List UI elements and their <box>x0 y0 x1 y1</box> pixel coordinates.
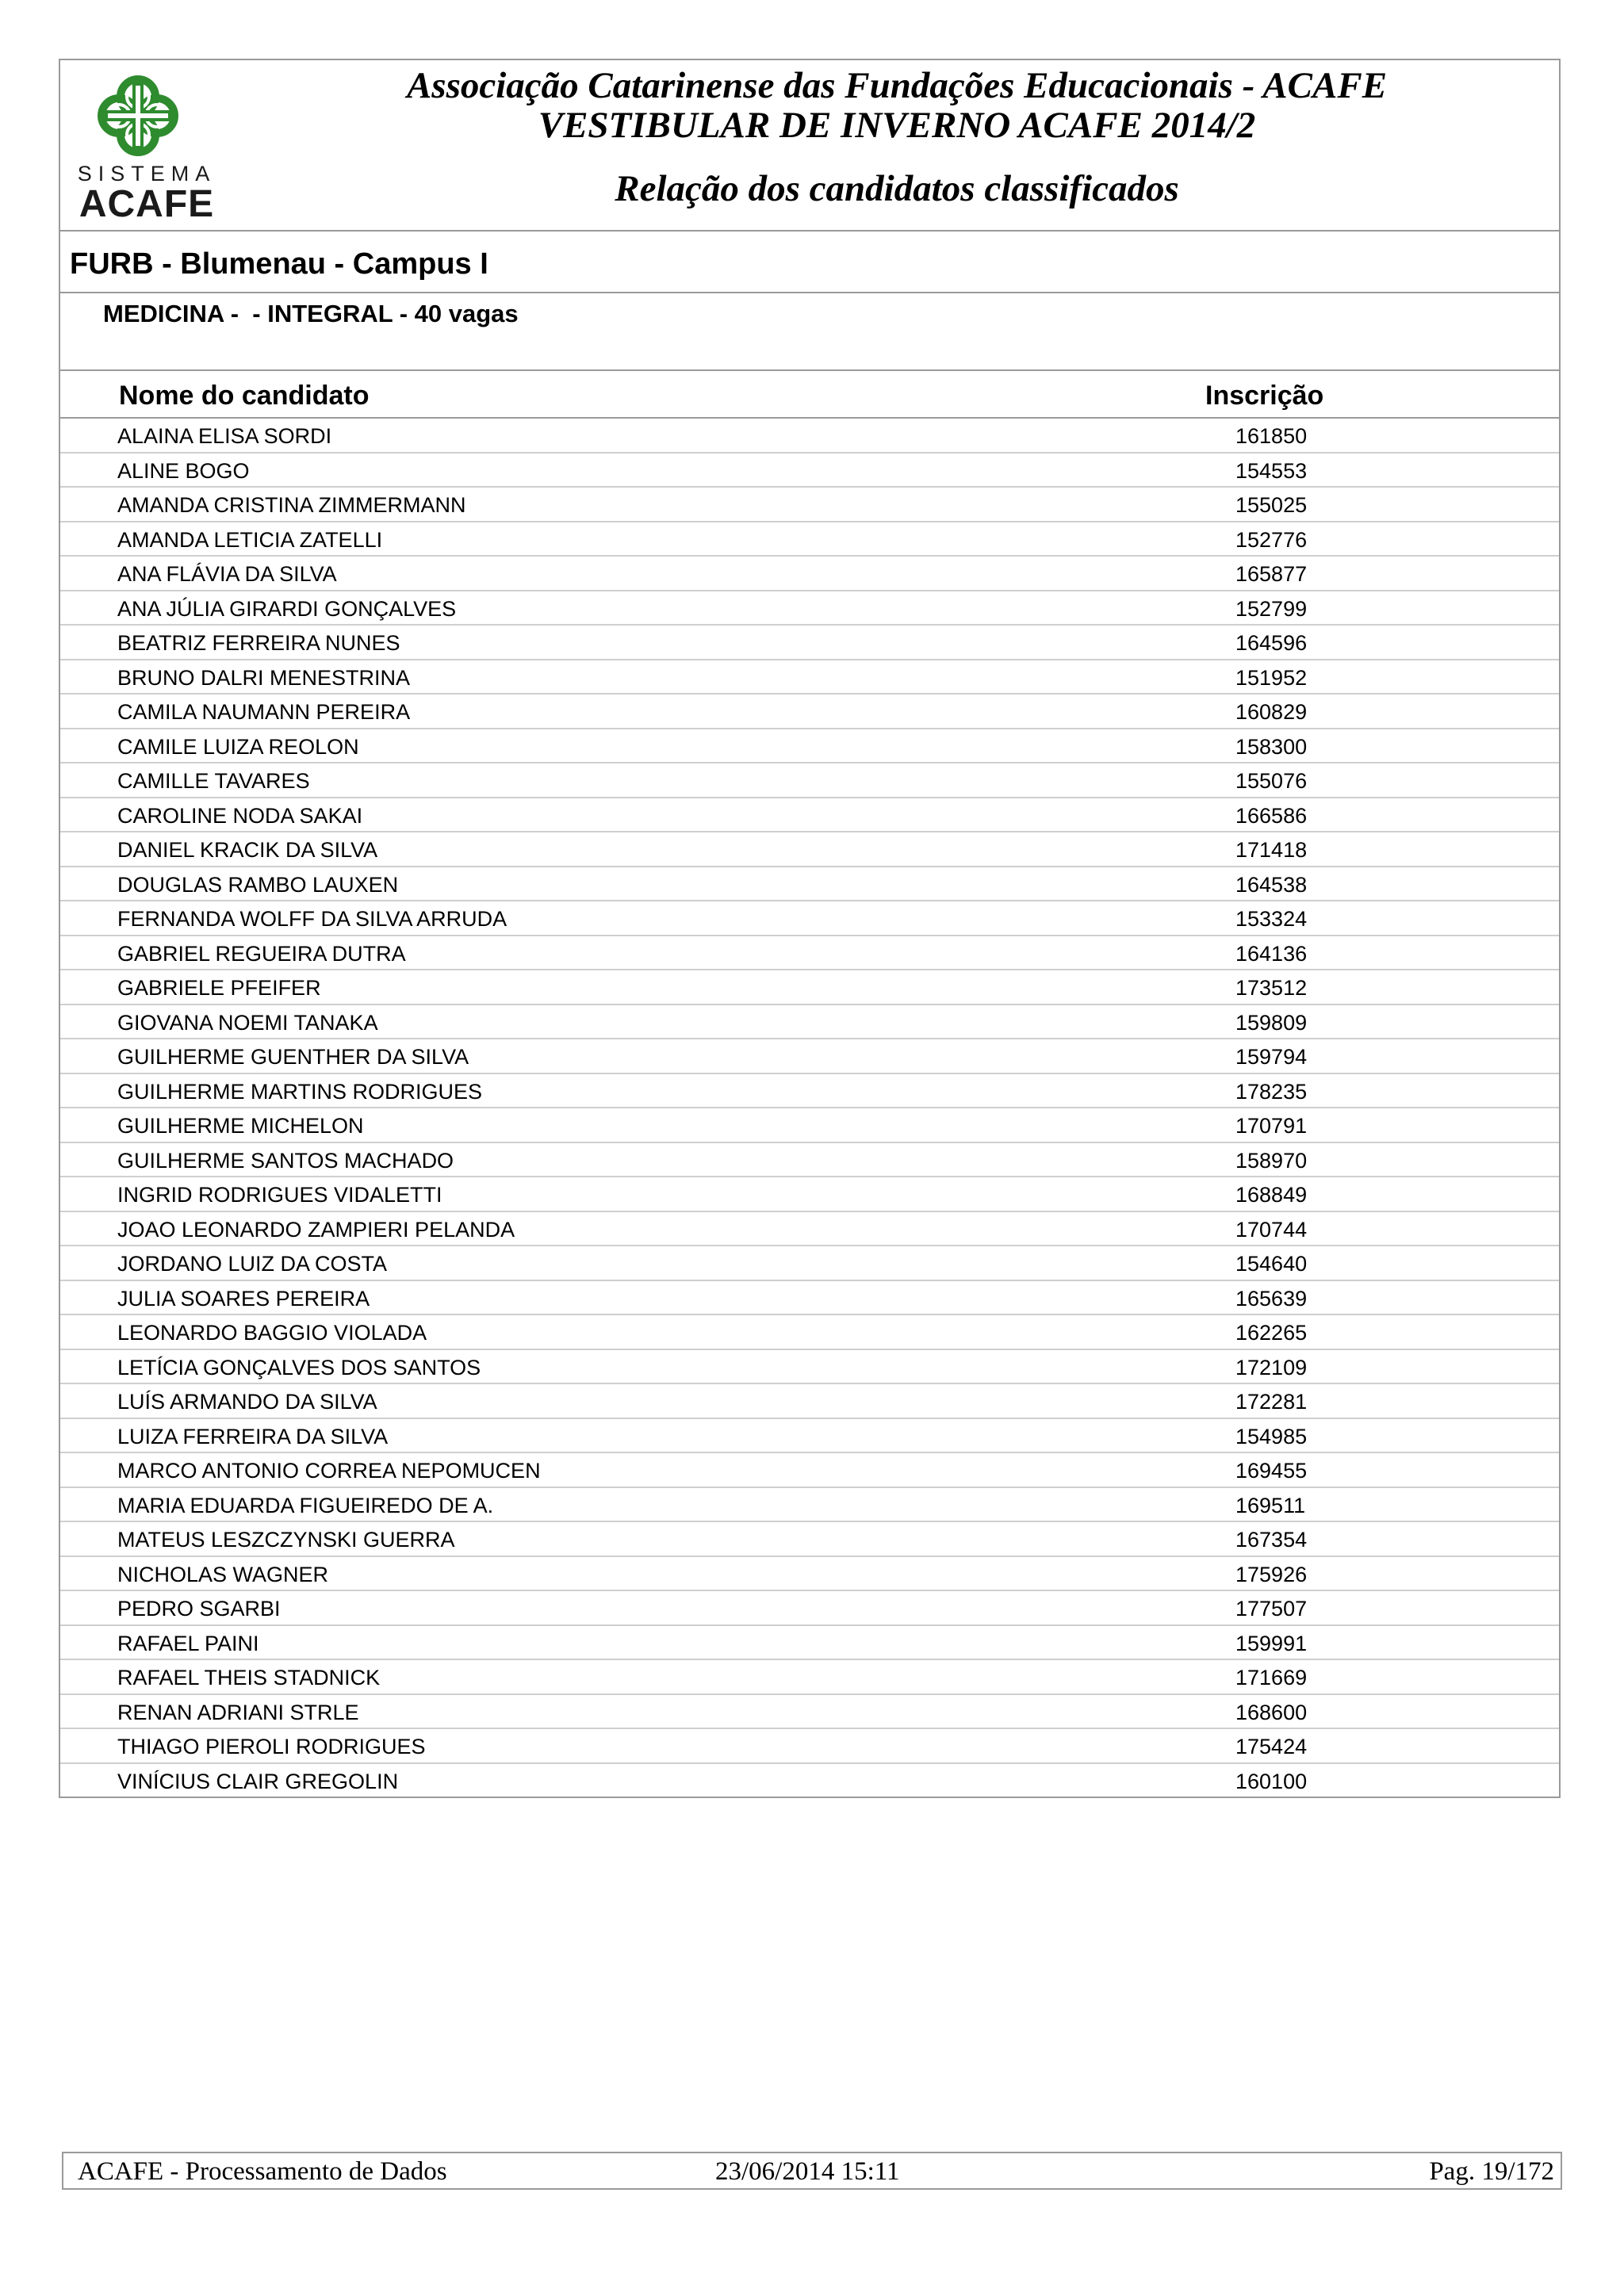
candidate-name: LETÍCIA GONÇALVES DOS SANTOS <box>117 1355 481 1380</box>
candidate-inscricao: 160100 <box>1235 1769 1308 1793</box>
page-footer <box>62 2152 1562 2190</box>
footer-department: ACAFE - Processamento de Dados <box>78 2157 447 2186</box>
candidate-inscricao: 154553 <box>1235 458 1308 483</box>
candidate-inscricao: 154985 <box>1235 1424 1308 1448</box>
table-row <box>60 936 1559 971</box>
candidate-inscricao: 168849 <box>1235 1183 1308 1207</box>
candidate-inscricao: 170791 <box>1235 1114 1308 1138</box>
candidate-name: ALAINA ELISA SORDI <box>117 424 332 448</box>
candidate-name: GABRIELE PFEIFER <box>117 976 321 1000</box>
candidate-name: AMANDA CRISTINA ZIMMERMANN <box>117 493 466 517</box>
organization-title: Associação Catarinense das Fundações Educacionais - ACAFE <box>406 65 1388 106</box>
candidate-inscricao: 175424 <box>1235 1735 1308 1758</box>
table-row <box>60 1246 1559 1281</box>
candidate-inscricao: 177507 <box>1235 1597 1308 1621</box>
footer-timestamp: 23/06/2014 15:11 <box>715 2157 900 2186</box>
table-row <box>60 1143 1559 1178</box>
table-row <box>60 1695 1559 1730</box>
acafe-logo <box>71 68 222 225</box>
candidate-inscricao: 158970 <box>1235 1148 1308 1173</box>
table-row <box>60 695 1559 729</box>
table-row <box>60 626 1559 660</box>
candidate-name: GUILHERME MICHELON <box>117 1114 364 1138</box>
page-header <box>60 60 1559 232</box>
table-row <box>60 1177 1559 1212</box>
course-heading <box>60 293 1559 371</box>
candidate-name: GABRIEL REGUEIRA DUTRA <box>117 941 406 966</box>
table-row <box>60 867 1559 902</box>
document-frame <box>59 59 1561 1798</box>
candidate-inscricao: 168600 <box>1235 1700 1308 1724</box>
table-row <box>60 763 1559 798</box>
candidate-name: NICHOLAS WAGNER <box>117 1562 329 1586</box>
exam-title: VESTIBULAR DE INVERNO ACAFE 2014/2 <box>538 105 1256 146</box>
candidate-name: RAFAEL THEIS STADNICK <box>117 1666 381 1689</box>
table-row <box>60 970 1559 1005</box>
candidate-name: CAMILA NAUMANN PEREIRA <box>117 700 411 724</box>
table-row <box>60 419 1559 453</box>
candidate-name: INGRID RODRIGUES VIDALETTI <box>117 1183 442 1207</box>
candidate-inscricao: 164538 <box>1235 872 1308 897</box>
candidate-inscricao: 171418 <box>1235 838 1308 862</box>
candidate-name: AMANDA LETICIA ZATELLI <box>117 527 383 552</box>
candidate-inscricao: 155025 <box>1235 493 1308 517</box>
table-row <box>60 1764 1559 1797</box>
candidate-name: CAMILE LUIZA REOLON <box>117 734 359 759</box>
candidate-name: FERNANDA WOLFF DA SILVA ARRUDA <box>117 907 508 931</box>
candidate-name: THIAGO PIEROLI RODRIGUES <box>117 1735 426 1758</box>
table-row <box>60 1350 1559 1385</box>
candidate-name: MARCO ANTONIO CORREA NEPOMUCEN <box>117 1459 541 1483</box>
table-row <box>60 1039 1559 1074</box>
candidate-name: LEONARDO BAGGIO VIOLADA <box>117 1321 427 1345</box>
campus-heading <box>60 232 1559 293</box>
candidate-inscricao: 169455 <box>1235 1459 1308 1483</box>
candidate-inscricao: 153324 <box>1235 907 1308 931</box>
candidate-inscricao: 175926 <box>1235 1562 1308 1586</box>
course-label: MEDICINA - - INTEGRAL - 40 vagas <box>103 300 519 327</box>
candidate-name: RAFAEL PAINI <box>117 1631 259 1655</box>
table-row <box>60 1419 1559 1454</box>
candidate-inscricao: 172281 <box>1235 1390 1308 1414</box>
candidate-name: LUIZA FERREIRA DA SILVA <box>117 1424 389 1448</box>
candidate-name: JULIA SOARES PEREIRA <box>117 1286 370 1311</box>
candidate-inscricao: 154640 <box>1235 1252 1308 1276</box>
table-row <box>60 1315 1559 1350</box>
candidate-inscricao: 173512 <box>1235 976 1308 1000</box>
candidate-inscricao: 166586 <box>1235 803 1308 828</box>
table-row <box>60 901 1559 936</box>
table-row <box>60 1074 1559 1109</box>
table-row <box>60 660 1559 695</box>
candidate-inscricao: 159809 <box>1235 1010 1308 1035</box>
candidate-name: CAROLINE NODA SAKAI <box>117 803 363 828</box>
table-row <box>60 1729 1559 1764</box>
candidate-inscricao: 172109 <box>1235 1355 1308 1380</box>
logo-text-acafe: ACAFE <box>79 183 215 225</box>
table-row <box>60 832 1559 867</box>
table-row <box>60 591 1559 626</box>
clover-cross-icon <box>71 68 222 163</box>
table-row <box>60 1005 1559 1040</box>
candidate-name: ANA JÚLIA GIRARDI GONÇALVES <box>117 596 457 621</box>
candidate-inscricao: 167354 <box>1235 1528 1308 1552</box>
table-row <box>60 1212 1559 1247</box>
table-row <box>60 1453 1559 1488</box>
candidate-name: GIOVANA NOEMI TANAKA <box>117 1010 378 1035</box>
candidate-inscricao: 160829 <box>1235 700 1308 724</box>
candidate-table-body <box>60 419 1559 1797</box>
table-row <box>60 1557 1559 1592</box>
table-row <box>60 729 1559 764</box>
candidate-inscricao: 169511 <box>1235 1493 1306 1517</box>
table-row <box>60 1626 1559 1661</box>
candidate-name: BRUNO DALRI MENESTRINA <box>117 665 411 690</box>
candidate-name: GUILHERME MARTINS RODRIGUES <box>117 1079 483 1104</box>
table-row <box>60 557 1559 591</box>
candidate-name: CAMILLE TAVARES <box>117 769 310 793</box>
column-header-name: Nome do candidato <box>119 381 370 411</box>
candidate-name: DANIEL KRACIK DA SILVA <box>117 838 378 862</box>
table-row <box>60 1522 1559 1557</box>
candidate-name: ANA FLÁVIA DA SILVA <box>117 562 337 586</box>
candidate-name: MATEUS LESZCZYNSKI GUERRA <box>117 1528 455 1552</box>
candidate-inscricao: 164136 <box>1235 941 1308 966</box>
candidate-inscricao: 152799 <box>1235 596 1308 621</box>
candidate-inscricao: 155076 <box>1235 769 1308 793</box>
candidate-inscricao: 165639 <box>1235 1286 1308 1311</box>
candidate-name: LUÍS ARMANDO DA SILVA <box>117 1390 377 1414</box>
table-row <box>60 488 1559 522</box>
candidate-inscricao: 161850 <box>1235 424 1308 448</box>
candidate-inscricao: 158300 <box>1235 734 1308 759</box>
table-row <box>60 1384 1559 1419</box>
column-header-inscricao: Inscrição <box>1205 381 1324 411</box>
campus-label: FURB - Blumenau - Campus I <box>70 247 488 281</box>
candidate-name: BEATRIZ FERREIRA NUNES <box>117 631 400 655</box>
candidate-inscricao: 165877 <box>1235 562 1308 586</box>
candidate-name: JOAO LEONARDO ZAMPIERI PELANDA <box>117 1217 515 1242</box>
table-row <box>60 1488 1559 1523</box>
candidate-name: VINÍCIUS CLAIR GREGOLIN <box>117 1769 399 1793</box>
candidate-name: GUILHERME GUENTHER DA SILVA <box>117 1045 469 1069</box>
candidate-inscricao: 151952 <box>1235 665 1308 690</box>
candidate-inscricao: 162265 <box>1235 1321 1308 1345</box>
candidate-name: MARIA EDUARDA FIGUEIREDO DE A. <box>117 1493 494 1517</box>
candidate-name: ALINE BOGO <box>117 458 250 483</box>
candidate-inscricao: 171669 <box>1235 1666 1308 1689</box>
logo-text-sistema: SISTEMA <box>77 162 216 186</box>
candidate-name: PEDRO SGARBI <box>117 1597 281 1621</box>
table-header <box>60 371 1559 419</box>
report-title: Relação dos candidatos classificados <box>615 168 1179 209</box>
candidate-name: RENAN ADRIANI STRLE <box>117 1700 359 1724</box>
candidate-inscricao: 164596 <box>1235 631 1308 655</box>
candidate-inscricao: 152776 <box>1235 527 1308 552</box>
candidate-inscricao: 159991 <box>1235 1631 1308 1655</box>
table-row <box>60 1108 1559 1143</box>
table-row <box>60 453 1559 488</box>
table-row <box>60 1591 1559 1626</box>
candidate-inscricao: 170744 <box>1235 1217 1308 1242</box>
candidate-name: JORDANO LUIZ DA COSTA <box>117 1252 388 1276</box>
footer-page-number: Pag. 19/172 <box>1429 2157 1554 2186</box>
table-row <box>60 1281 1559 1316</box>
table-row <box>60 522 1559 557</box>
candidate-inscricao: 178235 <box>1235 1079 1308 1104</box>
table-row <box>60 798 1559 833</box>
candidate-inscricao: 159794 <box>1235 1045 1308 1069</box>
candidate-name: GUILHERME SANTOS MACHADO <box>117 1148 454 1173</box>
table-row <box>60 1660 1559 1695</box>
candidate-name: DOUGLAS RAMBO LAUXEN <box>117 872 399 897</box>
